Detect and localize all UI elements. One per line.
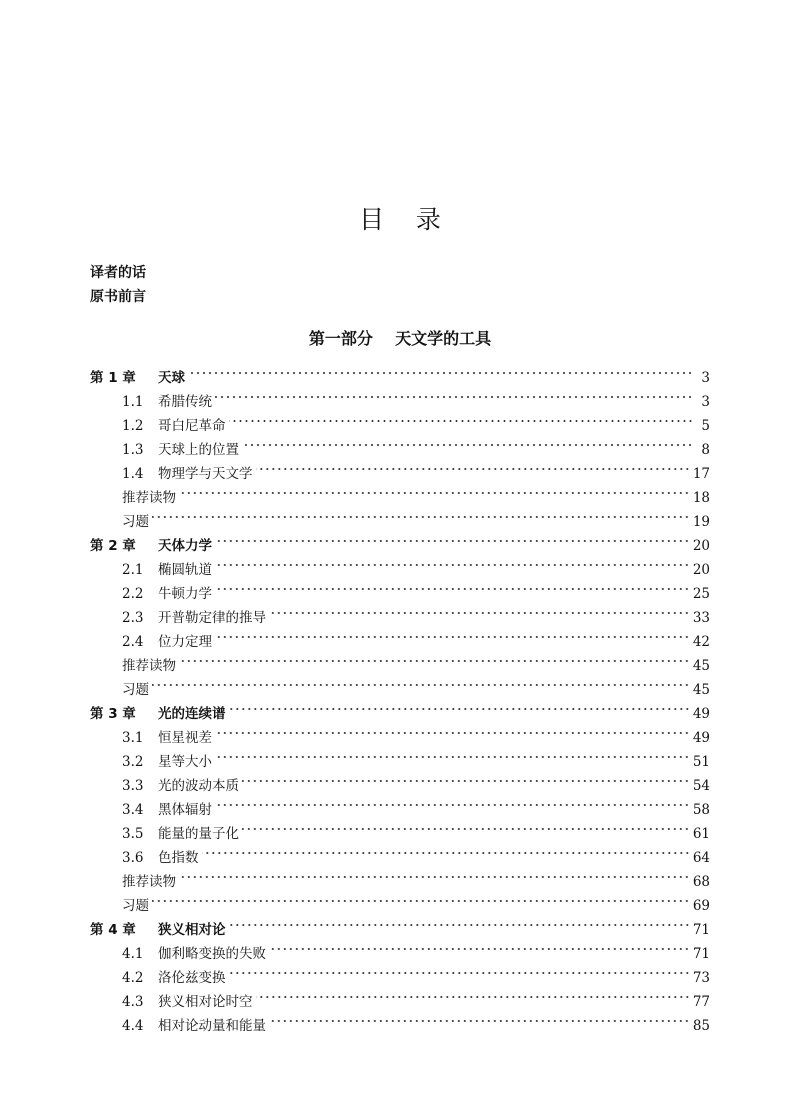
toc-entry-title: 推荐读物	[122, 874, 176, 890]
toc-entry-number: 第 3 章	[90, 706, 136, 722]
toc-section-row	[90, 750, 710, 774]
toc-extra-row	[90, 510, 710, 534]
dot-leader	[152, 511, 690, 523]
toc-section-row	[90, 822, 710, 846]
toc-entry-title: 狭义相对论	[158, 922, 226, 938]
dot-leader	[256, 463, 690, 475]
toc-entry-title: 希腊传统	[158, 394, 212, 410]
dot-leader	[215, 559, 690, 571]
toc-page-number: 33	[692, 610, 710, 626]
dot-leader	[242, 823, 690, 835]
toc-entry-title: 推荐读物	[122, 658, 176, 674]
toc-page-number: 69	[692, 898, 710, 914]
toc-entry-number: 1.2	[122, 418, 144, 434]
toc-page-number: 58	[692, 802, 710, 818]
toc-page-number: 8	[701, 442, 710, 458]
toc-page-number: 85	[692, 1018, 710, 1034]
toc-entry-title: 相对论动量和能量	[158, 1018, 266, 1034]
toc-section-row	[90, 414, 710, 438]
toc-entry-number: 3.2	[122, 754, 144, 770]
toc-entry-title: 椭圆轨道	[158, 562, 212, 578]
toc-page-number: 73	[692, 970, 710, 986]
toc-page-number: 17	[692, 466, 710, 482]
toc-page-number: 77	[692, 994, 710, 1010]
toc-section-row	[90, 990, 710, 1014]
toc-page-number: 71	[692, 946, 710, 962]
toc-entry-title: 推荐读物	[122, 490, 176, 506]
toc-chapter-row	[90, 366, 710, 390]
toc-entry-number: 3.6	[122, 850, 144, 866]
toc-page-number: 45	[692, 658, 710, 674]
toc-entry-number: 1.3	[122, 442, 144, 458]
toc-chapter-row	[90, 918, 710, 942]
toc-entry-number: 第 4 章	[90, 922, 136, 938]
toc-entry-title: 光的连续谱	[158, 706, 226, 722]
dot-leader	[229, 967, 690, 979]
toc-page-number: 68	[692, 874, 710, 890]
toc-page-number: 25	[692, 586, 710, 602]
dot-leader	[188, 367, 693, 379]
dot-leader	[215, 583, 690, 595]
toc-extra-row	[90, 486, 710, 510]
toc-section-row	[90, 846, 710, 870]
toc-entry-title: 色指数	[158, 850, 199, 866]
front-matter-original-preface: 原书前言	[90, 289, 146, 305]
dot-leader	[256, 991, 690, 1003]
toc-entry-number: 3.5	[122, 826, 144, 842]
toc-entry-number: 2.3	[122, 610, 144, 626]
toc-extra-row	[90, 678, 710, 702]
dot-leader	[242, 775, 690, 787]
toc-section-row	[90, 966, 710, 990]
dot-leader	[215, 631, 690, 643]
toc-entry-title: 黑体辐射	[158, 802, 212, 818]
dot-leader	[202, 847, 690, 859]
toc-page-number: 19	[692, 514, 710, 530]
toc-section-row	[90, 942, 710, 966]
toc-page-number: 61	[692, 826, 710, 842]
toc-entry-title: 习题	[122, 898, 149, 914]
toc-page-number: 3	[701, 394, 710, 410]
toc-entry-number: 2.1	[122, 562, 144, 578]
toc-page-number: 45	[692, 682, 710, 698]
toc-section-row	[90, 438, 710, 462]
toc-page-number: 20	[692, 538, 710, 554]
toc-section-row	[90, 630, 710, 654]
toc-entry-number: 1.1	[122, 394, 144, 410]
toc-entry-title: 哥白尼革命	[158, 418, 226, 434]
toc-entry-title: 星等大小	[158, 754, 212, 770]
page-title: 目 录	[359, 205, 441, 234]
toc-entry-title: 能量的量子化	[158, 826, 239, 842]
dot-leader	[269, 943, 690, 955]
toc-page-number: 49	[692, 706, 710, 722]
dot-leader	[179, 871, 690, 883]
toc-page-number: 42	[692, 634, 710, 650]
toc-section-row	[90, 558, 710, 582]
toc-section-row	[90, 774, 710, 798]
dot-leader	[179, 655, 690, 667]
toc-page-number: 71	[692, 922, 710, 938]
dot-leader	[269, 607, 690, 619]
toc-entry-number: 1.4	[122, 466, 144, 482]
toc-chapter-row	[90, 534, 710, 558]
dot-leader	[215, 799, 690, 811]
dot-leader	[215, 751, 690, 763]
part-title: 第一部分 天文学的工具	[308, 329, 492, 348]
toc-page-number: 54	[692, 778, 710, 794]
toc-entry-title: 光的波动本质	[158, 778, 239, 794]
toc-entry-title: 习题	[122, 514, 149, 530]
toc-page-number: 49	[692, 730, 710, 746]
toc-extra-row	[90, 654, 710, 678]
dot-leader	[179, 487, 690, 499]
dot-leader	[215, 535, 690, 547]
toc-entry-title: 天体力学	[158, 538, 212, 554]
toc-entry-title: 开普勒定律的推导	[158, 610, 266, 626]
toc-entry-title: 狭义相对论时空	[158, 994, 253, 1010]
toc-entry-title: 洛伦兹变换	[158, 970, 226, 986]
dot-leader	[229, 703, 690, 715]
toc-page-number: 3	[701, 370, 710, 386]
dot-leader	[269, 1015, 690, 1027]
toc-entry-number: 2.2	[122, 586, 144, 602]
dot-leader	[229, 415, 694, 427]
toc-entry-title: 物理学与天文学	[158, 466, 253, 482]
toc-entry-number: 3.1	[122, 730, 144, 746]
toc-section-row	[90, 462, 710, 486]
toc-page-number: 5	[701, 418, 710, 434]
toc-entry-title: 天球	[158, 370, 185, 386]
toc-entry-number: 第 2 章	[90, 538, 136, 554]
toc-page-number: 18	[692, 490, 710, 506]
toc-entry-title: 牛顿力学	[158, 586, 212, 602]
toc-entry-number: 4.2	[122, 970, 144, 986]
table-of-contents	[90, 366, 710, 1038]
toc-entry-title: 位力定理	[158, 634, 212, 650]
toc-section-row	[90, 606, 710, 630]
dot-leader	[152, 895, 690, 907]
toc-page-number: 64	[692, 850, 710, 866]
toc-entry-number: 2.4	[122, 634, 144, 650]
dot-leader	[229, 919, 690, 931]
toc-page-number: 20	[692, 562, 710, 578]
toc-entry-title: 伽利略变换的失败	[158, 946, 266, 962]
toc-section-row	[90, 1014, 710, 1038]
toc-extra-row	[90, 870, 710, 894]
toc-page-number: 51	[692, 754, 710, 770]
dot-leader	[215, 391, 693, 403]
toc-entry-title: 习题	[122, 682, 149, 698]
toc-entry-number: 4.4	[122, 1018, 144, 1034]
dot-leader	[242, 439, 693, 451]
toc-section-row	[90, 582, 710, 606]
toc-section-row	[90, 798, 710, 822]
toc-extra-row	[90, 894, 710, 918]
toc-entry-number: 第 1 章	[90, 370, 136, 386]
toc-entry-number: 3.3	[122, 778, 144, 794]
toc-entry-number: 4.3	[122, 994, 144, 1010]
toc-section-row	[90, 390, 710, 414]
toc-entry-title: 天球上的位置	[158, 442, 239, 458]
toc-section-row	[90, 726, 710, 750]
toc-chapter-row	[90, 702, 710, 726]
dot-leader	[215, 727, 690, 739]
toc-entry-title: 恒星视差	[158, 730, 212, 746]
front-matter-translator-preface: 译者的话	[90, 265, 146, 281]
toc-entry-number: 4.1	[122, 946, 144, 962]
dot-leader	[152, 679, 690, 691]
toc-entry-number: 3.4	[122, 802, 144, 818]
